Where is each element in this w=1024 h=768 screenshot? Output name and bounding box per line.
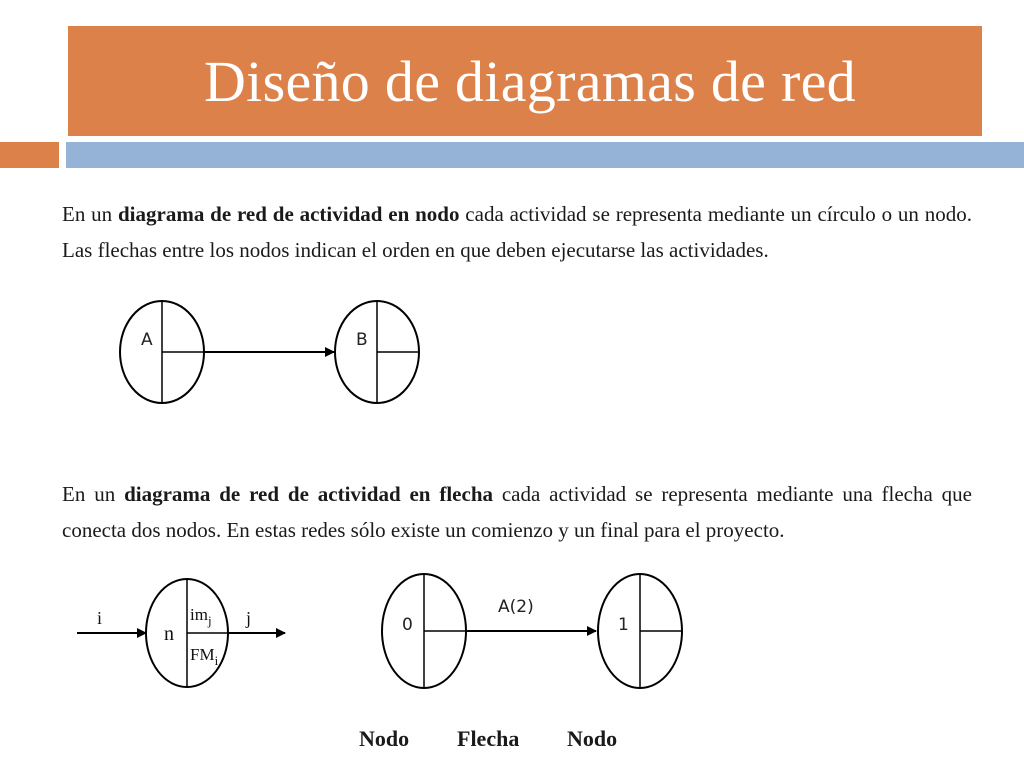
para2-term: diagrama de red de actividad en flecha: [124, 482, 493, 506]
incoming-label: i: [97, 608, 103, 628]
legend-node-start: Nodo: [359, 726, 410, 751]
para2-body: cada actividad se representa mediante una flecha que conecta dos nodos. En estas redes sólo existe un comienzo y un final para el proyecto.: [62, 482, 972, 542]
legend-node-end: Nodo: [567, 726, 618, 751]
node-end: [598, 574, 682, 688]
im-label: $im_j$: [190, 605, 212, 628]
diagram-activity-on-node: [120, 301, 419, 403]
diagram-activity-on-arrow: [382, 574, 682, 688]
para1-term: diagrama de red de actividad en nodo: [118, 202, 460, 226]
legend-arrow: Flecha: [457, 726, 520, 751]
outgoing-label: j: [246, 608, 252, 628]
page-title: Diseño de diagramas de red: [203, 48, 856, 114]
node-b: [335, 301, 419, 403]
node-start-label: 0: [402, 615, 413, 635]
node-a: [120, 301, 204, 403]
diagram-generic-node: [77, 579, 285, 687]
node-a-label: A: [141, 330, 153, 350]
para1-intro: En un: [62, 202, 118, 226]
activity-label: A(2): [498, 597, 534, 617]
node-end-label: 1: [618, 615, 629, 635]
para2-intro: En un: [62, 482, 125, 506]
node-n-label: n: [164, 623, 174, 645]
node-start: [382, 574, 466, 688]
para1-body: cada actividad se representa mediante un círculo o un nodo. Las flechas entre los nodos indican el orden en que deben ejecutarse las actividades.: [62, 202, 973, 262]
node-b-label: B: [356, 330, 368, 350]
fm-label: $FM_i$: [190, 645, 219, 668]
